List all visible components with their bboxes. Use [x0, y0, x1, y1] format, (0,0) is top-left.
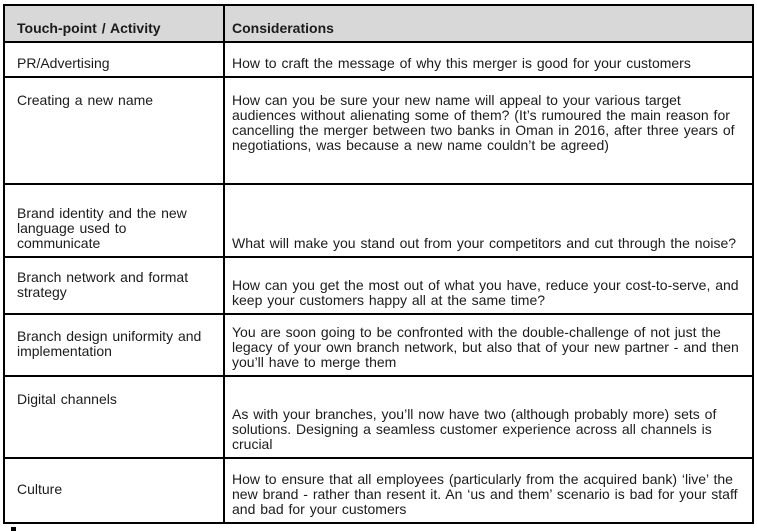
touchpoint-considerations-table — [3, 4, 754, 524]
table-row — [4, 458, 753, 523]
consideration-cell: You are soon going to be confronted with the double-challenge of not just the legacy of your own branch network, but also that of your new partner - and then you’ll have to merge them — [224, 314, 753, 376]
header-cell-considerations: Considerations — [224, 5, 753, 42]
consideration-cell: How can you be sure your new name will appeal to your various target audiences without alienating some of them? (It’s rumoured the main reason for cancelling the merger between two banks in Oman in 2016, after three years of negotiations, was because a new name couldn’t be agreed) — [224, 77, 753, 184]
activity-cell: Branch network and format strategy — [4, 257, 224, 314]
activity-cell: Digital channels — [4, 376, 224, 458]
table-row — [4, 257, 753, 314]
consideration-cell: How to craft the message of why this merger is good for your customers — [224, 42, 753, 77]
consideration-cell: As with your branches, you’ll now have two (although probably more) sets of solutions. Designing a seamless customer experience across all channels is crucial — [224, 376, 753, 458]
header-cell-activity: Touch-point / Activity — [4, 5, 224, 42]
consideration-cell: How can you get the most out of what you have, reduce your cost-to-serve, and keep your customers happy all at the same time? — [224, 257, 753, 314]
table-row — [4, 184, 753, 257]
consideration-cell: How to ensure that all employees (particularly from the acquired bank) ‘live’ the new brand - rather than resent it. An ‘us and them’ scenario is bad for your staff and bad for your customers — [224, 458, 753, 523]
activity-cell: Culture — [4, 458, 224, 523]
activity-cell: Creating a new name — [4, 77, 224, 184]
consideration-cell: What will make you stand out from your competitors and cut through the noise? — [224, 184, 753, 257]
activity-cell: Branch design uniformity and implementation — [4, 314, 224, 376]
cursor-mark — [11, 527, 16, 531]
table-row — [4, 314, 753, 376]
activity-cell: Brand identity and the new language used to communicate — [4, 184, 224, 257]
activity-cell: PR/Advertising — [4, 42, 224, 77]
table-row — [4, 42, 753, 77]
header-row — [4, 5, 753, 42]
table-row — [4, 376, 753, 458]
table-row — [4, 77, 753, 184]
